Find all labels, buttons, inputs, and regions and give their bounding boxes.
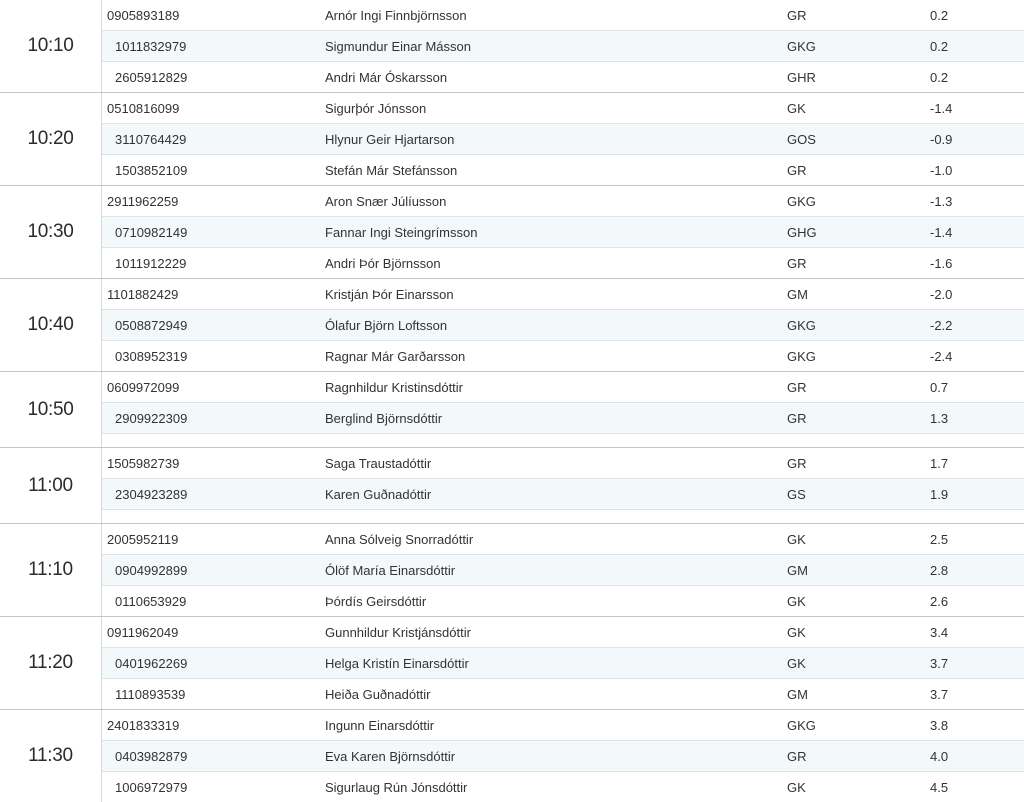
player-id: 0403982879: [115, 748, 188, 764]
player-id: 0110653929: [115, 593, 187, 609]
tee-time-group: [0, 185, 1024, 278]
player-name: Sigmundur Einar Másson: [325, 38, 471, 54]
tee-time: 11:00: [0, 448, 102, 523]
player-club: GKG: [787, 317, 816, 333]
player-row: [102, 585, 1024, 616]
player-name: Anna Sólveig Snorradóttir: [325, 531, 474, 547]
player-rows: [102, 279, 1024, 371]
player-id: 0710982149: [115, 224, 188, 240]
player-row: [102, 402, 1024, 433]
player-club: GR: [787, 162, 807, 178]
player-club: GM: [787, 686, 808, 702]
player-row: [102, 0, 1024, 30]
player-rows: [102, 448, 1024, 523]
player-handicap: -2.4: [930, 348, 953, 364]
player-name: Berglind Björnsdóttir: [325, 410, 443, 426]
player-club: GHG: [787, 224, 817, 240]
tee-time-group: [0, 523, 1024, 616]
player-club: GK: [787, 531, 806, 547]
player-row: [102, 309, 1024, 340]
player-row: [102, 154, 1024, 185]
player-id: 1006972979: [115, 779, 188, 795]
player-rows: [102, 93, 1024, 185]
player-name: Fannar Ingi Steingrímsson: [325, 224, 478, 240]
player-club: GR: [787, 410, 807, 426]
player-handicap: 1.9: [930, 486, 949, 502]
tee-time: 10:10: [0, 0, 102, 92]
player-id: 1011832979: [115, 38, 187, 54]
player-name: Andri Þór Björnsson: [325, 255, 441, 271]
player-row: [102, 30, 1024, 61]
player-row: [102, 448, 1024, 478]
player-id: 0401962269: [115, 655, 188, 671]
player-club: GK: [787, 779, 806, 795]
player-rows: [102, 0, 1024, 92]
player-name: Ingunn Einarsdóttir: [325, 717, 435, 733]
player-club: GR: [787, 455, 807, 471]
player-id: 0609972099: [107, 379, 180, 395]
player-handicap: -2.2: [930, 317, 953, 333]
player-club: GK: [787, 655, 806, 671]
player-row: [102, 647, 1024, 678]
player-id: 1110893539: [115, 686, 186, 702]
tee-time: 11:10: [0, 524, 102, 616]
player-row: [102, 93, 1024, 123]
player-handicap: 2.8: [930, 562, 949, 578]
player-row: [102, 186, 1024, 216]
player-id: 1101882429: [107, 286, 179, 302]
player-name: Heiða Guðnadóttir: [325, 686, 431, 702]
tee-time: 11:20: [0, 617, 102, 709]
player-handicap: 0.2: [930, 38, 949, 54]
player-name: Arnór Ingi Finnbjörnsson: [325, 7, 467, 23]
player-name: Andri Már Óskarsson: [325, 69, 448, 85]
empty-row: [102, 509, 1024, 523]
player-id: 2605912829: [115, 69, 188, 85]
player-id: 1505982739: [107, 455, 180, 471]
player-club: GOS: [787, 131, 816, 147]
player-club: GK: [787, 624, 806, 640]
player-id: 2911962259: [107, 193, 179, 209]
player-row: [102, 478, 1024, 509]
player-name: Ragnar Már Garðarsson: [325, 348, 466, 364]
player-row: [102, 678, 1024, 709]
tee-time: 10:30: [0, 186, 102, 278]
player-id: 0904992899: [115, 562, 188, 578]
player-club: GR: [787, 7, 807, 23]
player-row: [102, 771, 1024, 802]
player-club: GM: [787, 562, 808, 578]
tee-time: 11:30: [0, 710, 102, 802]
player-name: Eva Karen Björnsdóttir: [325, 748, 456, 764]
player-id: 2304923289: [115, 486, 188, 502]
player-row: [102, 247, 1024, 278]
tee-time: 10:50: [0, 372, 102, 447]
player-name: Ragnhildur Kristinsdóttir: [325, 379, 464, 395]
player-name: Helga Kristín Einarsdóttir: [325, 655, 469, 671]
player-handicap: -1.6: [930, 255, 953, 271]
empty-row: [102, 433, 1024, 447]
player-handicap: 4.0: [930, 748, 949, 764]
tee-time-group: [0, 371, 1024, 447]
player-handicap: 3.7: [930, 655, 949, 671]
player-name: Ólöf María Einarsdóttir: [325, 562, 456, 578]
player-handicap: 2.6: [930, 593, 949, 609]
player-rows: [102, 186, 1024, 278]
player-handicap: 0.2: [930, 69, 949, 85]
player-handicap: -2.0: [930, 286, 953, 302]
tee-time-group: [0, 709, 1024, 802]
player-row: [102, 279, 1024, 309]
player-club: GKG: [787, 717, 816, 733]
player-handicap: 1.3: [930, 410, 949, 426]
player-row: [102, 216, 1024, 247]
player-id: 0911962049: [107, 624, 179, 640]
player-id: 0905893189: [107, 7, 180, 23]
player-rows: [102, 710, 1024, 802]
player-handicap: 3.4: [930, 624, 949, 640]
player-name: Ólafur Björn Loftsson: [325, 317, 448, 333]
player-handicap: -0.9: [930, 131, 953, 147]
player-handicap: -1.0: [930, 162, 953, 178]
player-club: GR: [787, 379, 807, 395]
player-id: 2909922309: [115, 410, 188, 426]
player-row: [102, 372, 1024, 402]
player-id: 1011912229: [115, 255, 187, 271]
player-club: GS: [787, 486, 806, 502]
player-rows: [102, 524, 1024, 616]
player-club: GKG: [787, 348, 816, 364]
player-name: Kristján Þór Einarsson: [325, 286, 454, 302]
player-row: [102, 123, 1024, 154]
player-club: GHR: [787, 69, 816, 85]
player-row: [102, 554, 1024, 585]
player-id: 2401833319: [107, 717, 180, 733]
player-name: Saga Traustadóttir: [325, 455, 432, 471]
player-club: GK: [787, 100, 806, 116]
tee-time: 10:20: [0, 93, 102, 185]
player-row: [102, 61, 1024, 92]
player-id: 0308952319: [115, 348, 188, 364]
player-handicap: -1.3: [930, 193, 953, 209]
player-id: 2005952119: [107, 531, 179, 547]
tee-time-group: [0, 278, 1024, 371]
player-club: GR: [787, 255, 807, 271]
player-handicap: 0.2: [930, 7, 949, 23]
player-club: GKG: [787, 193, 816, 209]
player-handicap: -1.4: [930, 100, 953, 116]
player-id: 0510816099: [107, 100, 180, 116]
player-name: Aron Snær Júlíusson: [325, 193, 447, 209]
player-row: [102, 740, 1024, 771]
player-handicap: 3.7: [930, 686, 949, 702]
player-row: [102, 710, 1024, 740]
tee-time: 10:40: [0, 279, 102, 371]
player-name: Gunnhildur Kristjánsdóttir: [325, 624, 471, 640]
player-handicap: -1.4: [930, 224, 953, 240]
player-handicap: 1.7: [930, 455, 949, 471]
player-club: GM: [787, 286, 808, 302]
player-name: Sigurlaug Rún Jónsdóttir: [325, 779, 468, 795]
tee-time-group: [0, 92, 1024, 185]
player-handicap: 2.5: [930, 531, 949, 547]
player-handicap: 3.8: [930, 717, 949, 733]
player-handicap: 0.7: [930, 379, 949, 395]
tee-time-group: [0, 447, 1024, 523]
player-club: GR: [787, 748, 807, 764]
player-name: Þórdís Geirsdóttir: [325, 593, 427, 609]
player-name: Hlynur Geir Hjartarson: [325, 131, 455, 147]
player-id: 0508872949: [115, 317, 188, 333]
tee-time-group: [0, 0, 1024, 92]
player-id: 1503852109: [115, 162, 188, 178]
player-name: Karen Guðnadóttir: [325, 486, 432, 502]
player-row: [102, 524, 1024, 554]
player-club: GK: [787, 593, 806, 609]
player-rows: [102, 617, 1024, 709]
player-name: Sigurþór Jónsson: [325, 100, 427, 116]
player-rows: [102, 372, 1024, 447]
player-row: [102, 617, 1024, 647]
tee-time-group: [0, 616, 1024, 709]
player-row: [102, 340, 1024, 371]
player-handicap: 4.5: [930, 779, 949, 795]
player-club: GKG: [787, 38, 816, 54]
player-id: 3110764429: [115, 131, 187, 147]
player-name: Stefán Már Stefánsson: [325, 162, 458, 178]
